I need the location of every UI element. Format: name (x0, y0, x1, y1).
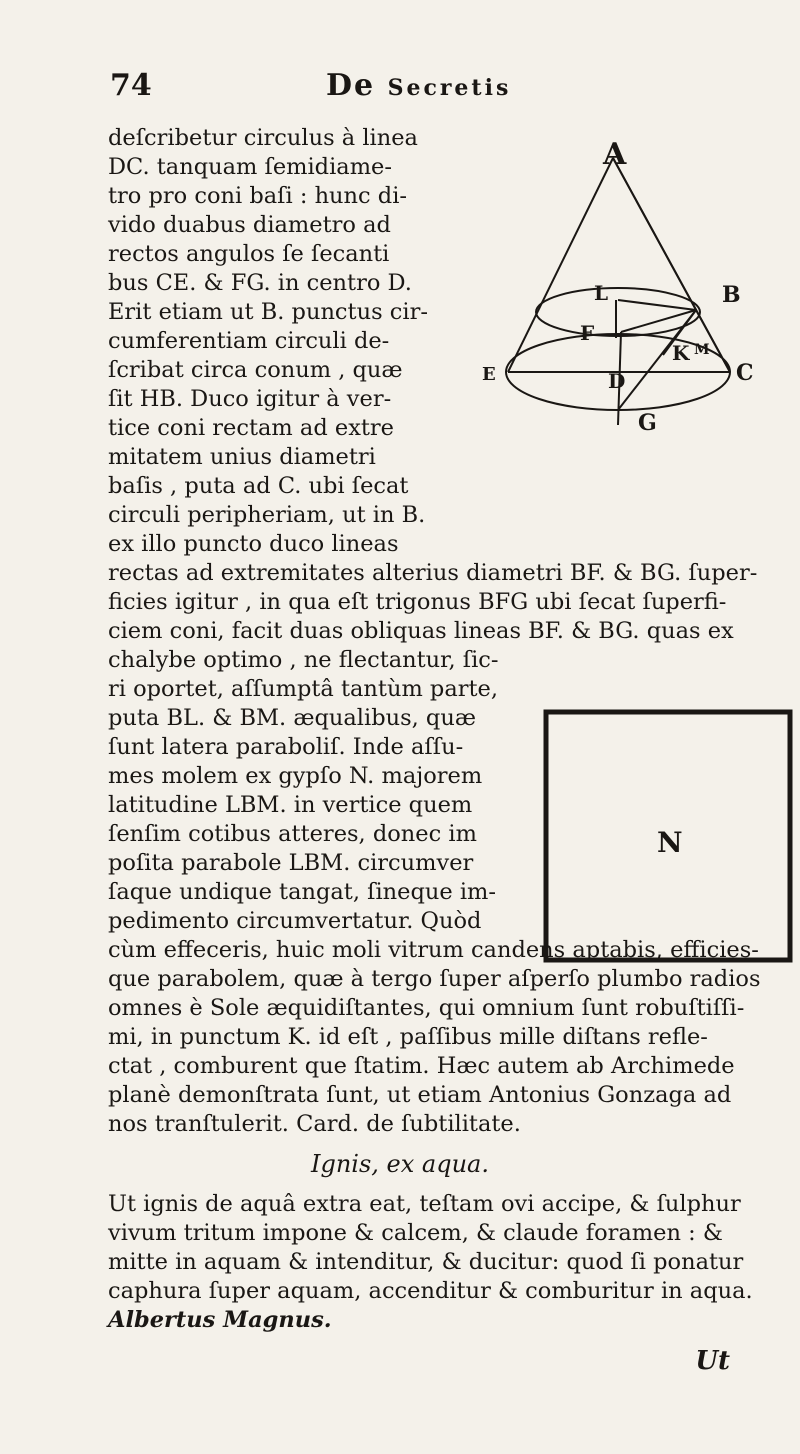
text-line: omnes è Sole æquidiſtantes, qui omnium ſunt robuſtiſſi- (108, 995, 745, 1021)
cone-diagram (468, 140, 758, 440)
text-line: cumferentiam circuli de- (108, 328, 390, 354)
text-line: DC. tanquam ſemidiame- (108, 154, 392, 180)
text-line: deſcribetur circulus à linea (108, 125, 418, 151)
catchword: Ut (695, 1346, 730, 1376)
text-line: ſunt latera paraboliſ. Inde aſſu- (108, 734, 464, 760)
running-title-cap: De (326, 68, 376, 103)
label-k: K (672, 341, 690, 365)
label-f: F (580, 321, 595, 345)
text-line: ſenſim cotibus atteres, donec im (108, 821, 477, 847)
text-line: pedimento circumvertatur. Quòd (108, 908, 482, 934)
page-number: 74 (110, 68, 152, 103)
text-line: puta BL. & BM. æqualibus, quæ (108, 705, 476, 731)
attribution: Albertus Magnus. (108, 1307, 332, 1333)
text-line: bus CE. & FG. in centro D. (108, 270, 412, 296)
text-line: mes molem ex gypſo N. majorem (108, 763, 483, 789)
text-line: tro pro coni baſi : hunc di- (108, 183, 407, 209)
text-line: ſaque undique tangat, ſineque im- (108, 879, 496, 905)
text-line: que parabolem, quæ à tergo ſuper aſperſo plumbo radios (108, 966, 761, 992)
text-line: ficies igitur , in qua eſt trigonus BFG ubi ſecat ſuperfi- (108, 589, 727, 615)
text-line: baſis , puta ad C. ubi ſecat (108, 473, 409, 499)
page-header (110, 68, 610, 116)
text-line: Ut ignis de aquâ extra eat, teſtam ovi accipe, & ſulphur (108, 1191, 741, 1217)
text-line: ctat , comburent que ſtatim. Hæc autem ab Archimede (108, 1053, 735, 1079)
label-d: D (608, 369, 626, 393)
text-line: mitte in aquam & intenditur, & ducitur: quod ſi ponatur (108, 1249, 744, 1275)
line-bf (621, 310, 696, 332)
section-heading: Ignis, ex aqua. (311, 1150, 489, 1178)
text-line: ciem coni, facit duas obliquas lineas BF. & BG. quas ex (108, 618, 734, 644)
label-m: M (694, 342, 710, 358)
text-line: rectas ad extremitates alterius diametri BF. & BG. ſuper- (108, 560, 758, 586)
text-line: planè demonſtrata ſunt, ut etiam Antonius Gonzaga ad (108, 1082, 732, 1108)
text-line: vido duabus diametro ad (108, 212, 391, 238)
text-line: caphura ſuper aquam, accenditur & comburitur in aqua. (108, 1278, 753, 1304)
text-line: ſcribat circa conum , quæ (108, 357, 403, 383)
label-e: E (482, 364, 496, 385)
text-line: ex illo puncto duco lineas (108, 531, 399, 557)
text-line: rectos angulos ſe ſecanti (108, 241, 390, 267)
text-line: Erit etiam ut B. punctus cir- (108, 299, 428, 325)
text-line: latitudine LBM. in vertice quem (108, 792, 473, 818)
label-a: A (603, 140, 627, 172)
text-line: ſit HB. Duco igitur à ver- (108, 386, 392, 412)
label-n: N (657, 826, 683, 859)
label-c: C (736, 360, 754, 386)
text-line: nos tranſtulerit. Card. de ſubtilitate. (108, 1111, 521, 1137)
text-line: poſita parabole LBM. circumver (108, 850, 474, 876)
text-line: chalybe optimo , ne flectantur, ſic- (108, 647, 499, 673)
text-line: vivum tritum impone & calcem, & claude foramen : & (108, 1220, 723, 1246)
text-line: mi, in punctum K. id eſt , paſſibus mille diſtans refle- (108, 1024, 708, 1050)
running-title (326, 68, 511, 103)
running-title-rest: Secretis (387, 75, 512, 101)
text-line: ri oportet, aſſumptâ tantùm parte, (108, 676, 499, 702)
text-line: mitatem unius diametri (108, 444, 376, 470)
text-line: tice coni rectam ad extre (108, 415, 394, 441)
text-line: circuli peripheriam, ut in B. (108, 502, 426, 528)
label-b: B (722, 282, 741, 308)
block-diagram (538, 702, 796, 970)
text-line: cùm effeceris, huic moli vitrum candens aptabis, efficies- (108, 937, 759, 963)
label-g: G (638, 410, 657, 436)
line-lb (618, 300, 696, 310)
circle-hb (536, 288, 700, 336)
label-l: L (594, 281, 609, 305)
